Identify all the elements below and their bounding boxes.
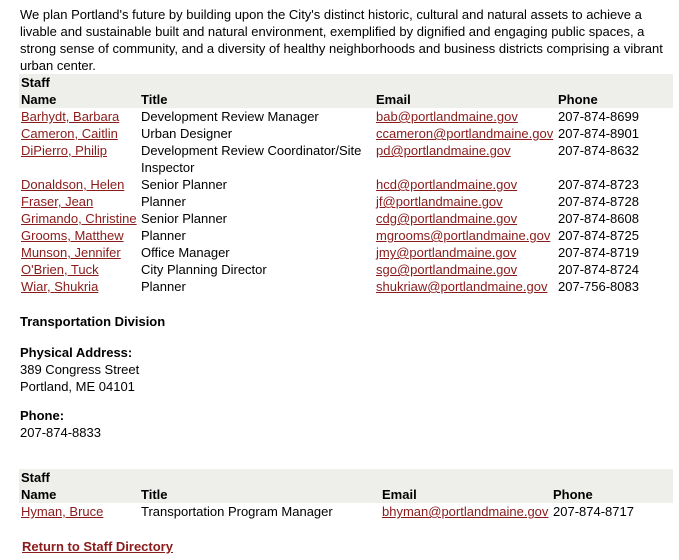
table-row <box>19 244 673 261</box>
intro-paragraph: We plan Portland's future by building upon the City's distinct historic, cultural and natural assets to achieve a livable and sustainable built and natural environment, exemplified by dignified and engaging public spaces, a strong sense of community, and a diversity of healthy neighborhoods and business districts comprising a vibrant urban center. <box>20 7 663 73</box>
staff-email-link[interactable]: shukriaw@portlandmaine.gov <box>376 279 548 294</box>
staff-title: Office Manager <box>141 245 230 260</box>
staff-name-link[interactable]: Cameron, Caitlin <box>21 126 118 141</box>
return-to-directory-link[interactable]: Return to Staff Directory <box>22 539 173 554</box>
table-row <box>19 176 673 193</box>
staff-email-link[interactable]: sgo@portlandmaine.gov <box>376 262 518 277</box>
header-phone: Phone <box>551 486 673 503</box>
staff-phone: 207-874-8699 <box>558 109 639 124</box>
staff-email-link[interactable]: hcd@portlandmaine.gov <box>376 177 518 192</box>
table-row <box>19 227 673 244</box>
table-row <box>19 142 673 176</box>
transportation-staff-table <box>19 469 673 520</box>
staff-phone: 207-874-8728 <box>558 194 639 209</box>
staff-title: City Planning Director <box>141 262 267 277</box>
staff-phone: 207-756-8083 <box>558 279 639 294</box>
staff-phone: 207-874-8719 <box>558 245 639 260</box>
table-row <box>19 193 673 210</box>
header-name: Name <box>19 91 139 108</box>
address-line-2: Portland, ME 04101 <box>20 379 135 394</box>
table-row <box>19 503 673 520</box>
staff-title: Senior Planner <box>141 177 227 192</box>
staff-title: Development Review Coordinator/Site Inspector <box>141 143 362 175</box>
staff-caption-row <box>19 74 673 91</box>
staff-title: Urban Designer <box>141 126 233 141</box>
staff-phone: 207-874-8901 <box>558 126 639 141</box>
table-row <box>19 108 673 125</box>
staff-phone: 207-874-8724 <box>558 262 639 277</box>
staff-phone: 207-874-8725 <box>558 228 639 243</box>
address-label: Physical Address: <box>20 345 133 360</box>
staff-phone: 207-874-8632 <box>558 143 639 158</box>
staff-name-link[interactable]: Barhydt, Barbara <box>21 109 120 124</box>
header-phone: Phone <box>556 91 673 108</box>
staff-phone: 207-874-8723 <box>558 177 639 192</box>
header-title: Title <box>139 91 374 108</box>
staff-title: Development Review Manager <box>141 109 319 124</box>
planning-staff-table <box>19 74 673 295</box>
staff-title: Transportation Program Manager <box>141 504 333 519</box>
staff-email-link[interactable]: cdg@portlandmaine.gov <box>376 211 518 226</box>
staff-title: Senior Planner <box>141 211 227 226</box>
staff-email-link[interactable]: jf@portlandmaine.gov <box>376 194 503 209</box>
staff-caption-row <box>19 469 673 486</box>
staff-email-link[interactable]: pd@portlandmaine.gov <box>376 143 511 158</box>
table-row <box>19 278 673 295</box>
staff-name-link[interactable]: DiPierro, Philip <box>21 143 107 158</box>
staff-title: Planner <box>141 279 186 294</box>
staff-email-link[interactable]: mgrooms@portlandmaine.gov <box>376 228 551 243</box>
header-email: Email <box>380 486 551 503</box>
table-header-row <box>19 486 673 503</box>
staff-phone: 207-874-8608 <box>558 211 639 226</box>
address-line-1: 389 Congress Street <box>20 362 140 377</box>
staff-title: Planner <box>141 194 186 209</box>
staff-name-link[interactable]: O'Brien, Tuck <box>21 262 99 277</box>
staff-email-link[interactable]: bab@portlandmaine.gov <box>376 109 518 124</box>
phone-label: Phone: <box>20 408 65 423</box>
staff-name-link[interactable]: Munson, Jennifer <box>21 245 121 260</box>
table-header-row <box>19 91 673 108</box>
staff-email-link[interactable]: jmy@portlandmaine.gov <box>376 245 517 260</box>
header-name: Name <box>19 486 139 503</box>
header-email: Email <box>374 91 556 108</box>
staff-caption: Staff <box>19 74 673 91</box>
phone-value: 207-874-8833 <box>20 425 101 440</box>
staff-email-link[interactable]: bhyman@portlandmaine.gov <box>382 504 549 519</box>
staff-email-link[interactable]: ccameron@portlandmaine.gov <box>376 126 554 141</box>
transportation-heading: Transportation Division <box>20 314 166 329</box>
table-row <box>19 261 673 278</box>
staff-name-link[interactable]: Wiar, Shukria <box>21 279 99 294</box>
staff-name-link[interactable]: Grooms, Matthew <box>21 228 124 243</box>
staff-name-link[interactable]: Grimando, Christine <box>21 211 137 226</box>
header-title: Title <box>139 486 380 503</box>
table-row <box>19 125 673 142</box>
staff-phone: 207-874-8717 <box>553 504 634 519</box>
table-row <box>19 210 673 227</box>
staff-caption: Staff <box>19 469 673 486</box>
staff-title: Planner <box>141 228 186 243</box>
staff-name-link[interactable]: Hyman, Bruce <box>21 504 104 519</box>
staff-name-link[interactable]: Donaldson, Helen <box>21 177 125 192</box>
staff-name-link[interactable]: Fraser, Jean <box>21 194 94 209</box>
